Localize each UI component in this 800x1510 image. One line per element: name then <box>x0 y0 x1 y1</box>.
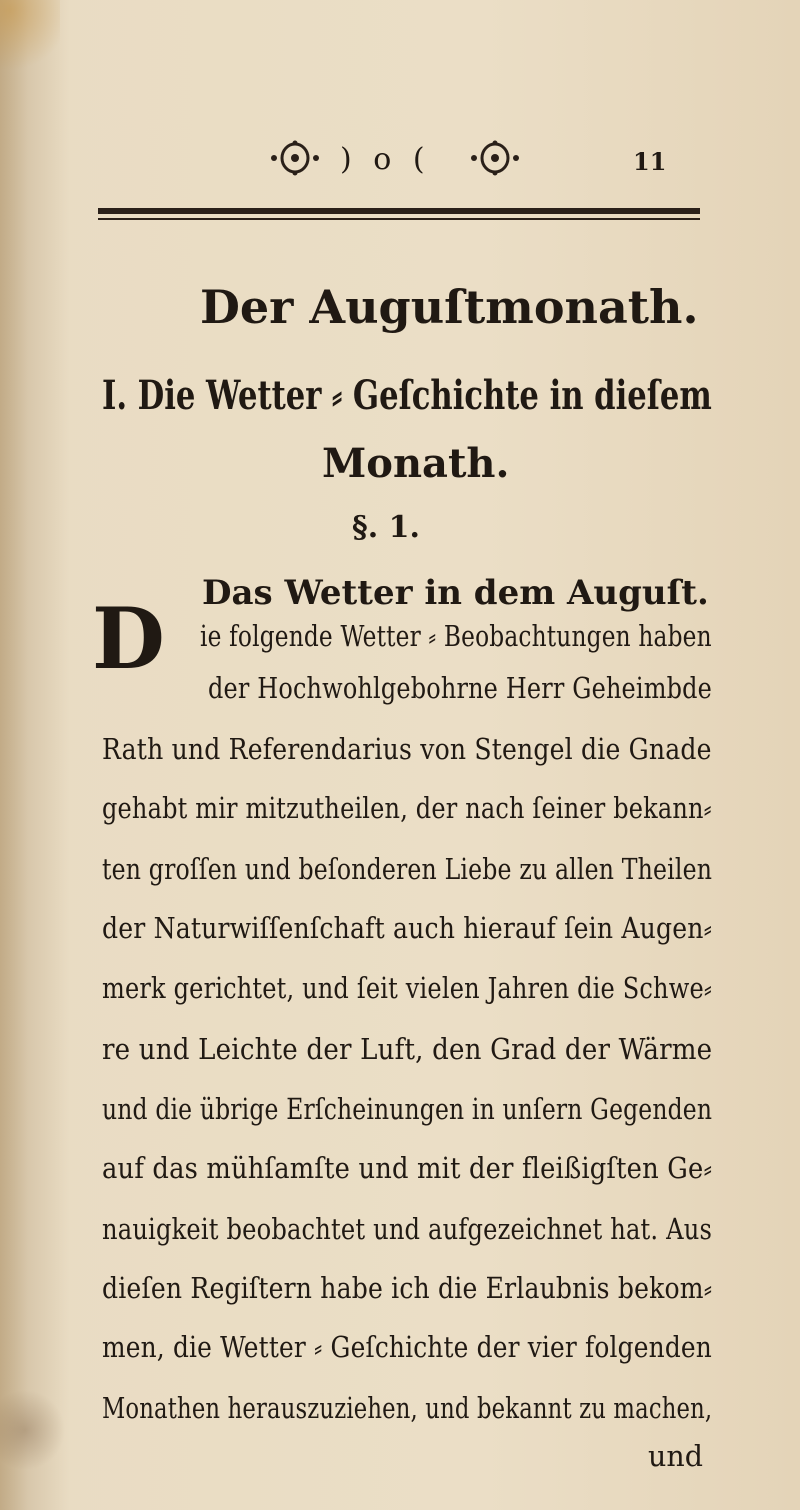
body-line: Monathen herauszuziehen, und bekannt zu machen, <box>102 1392 713 1425</box>
body-line: Rath und Referendarius von Stengel die Gnade <box>102 733 712 766</box>
ornament-icon <box>268 140 322 176</box>
body-line: men, die Wetter ⸗ Geſchichte der vier folgenden <box>102 1331 712 1364</box>
body-line: der Naturwiſſenſchaft auch hierauf ſein Augen⸗ <box>102 912 713 945</box>
section-heading-line1: I. Die Wetter ⸗ Geſchichte in dieſem <box>102 372 712 419</box>
chapter-title: Der Auguſtmonath. <box>200 280 699 334</box>
section-heading-line2: Monath. <box>322 440 510 487</box>
body-line: re und Leichte der Luft, den Grad der Wärme <box>102 1033 713 1066</box>
header-rule-thin <box>98 218 700 220</box>
body-line: ten groſſen und beſonderen Liebe zu allen Theilen <box>102 853 713 886</box>
subheading: Das Wetter in dem Auguſt. <box>202 573 709 613</box>
body-line: auf das mühſamſte und mit der fleißigſten Ge⸗ <box>102 1152 713 1185</box>
catchword: und <box>648 1440 703 1473</box>
body-line: ie folgende Wetter ⸗ Beobachtungen haben <box>200 620 712 653</box>
running-head <box>268 140 528 180</box>
corner-stain <box>0 0 60 70</box>
paper-stain <box>0 1390 70 1480</box>
header-rule <box>98 208 700 214</box>
body-line: der Hochwohlgebohrne Herr Geheimbde <box>208 672 713 705</box>
running-head-text: ) o ( <box>340 142 431 177</box>
body-line: gehabt mir mitzutheilen, der nach ſeiner bekann⸗ <box>102 792 712 825</box>
paragraph-number: §. 1. <box>352 510 420 545</box>
body-line: nauigkeit beobachtet und aufgezeichnet hat. Aus <box>102 1213 713 1246</box>
drop-cap-letter: D <box>92 589 165 688</box>
ornament-icon <box>468 140 522 176</box>
page-number: 11 <box>633 147 667 176</box>
gutter-shadow <box>0 0 70 1510</box>
drop-cap <box>92 589 184 689</box>
body-line: dieſen Regiſtern habe ich die Erlaubnis bekom⸗ <box>102 1272 713 1305</box>
body-line: und die übrige Erſcheinungen in unſern Gegenden <box>102 1093 713 1126</box>
body-line: merk gerichtet, und ſeit vielen Jahren die Schwe⸗ <box>102 972 713 1005</box>
